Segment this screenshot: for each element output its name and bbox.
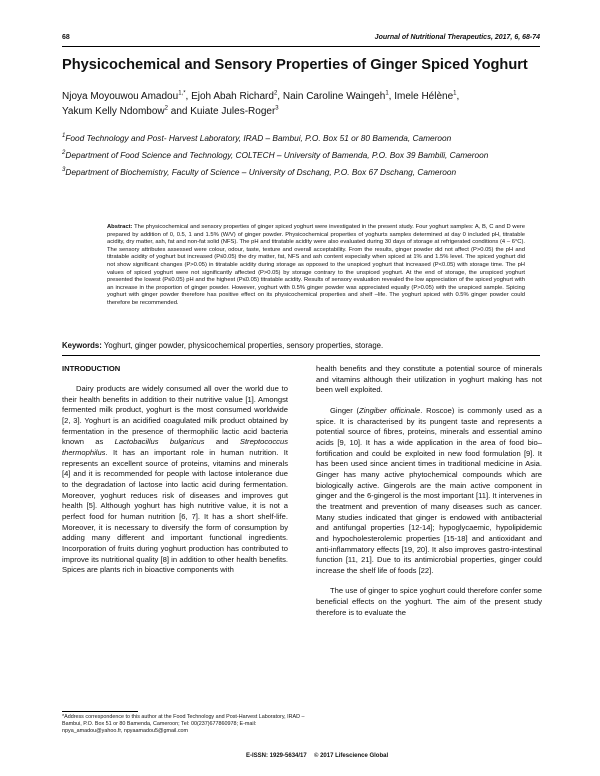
affiliation: $^1$Food Technology and Post- Harvest Laboratory, IRAD – Bambui, P.O. Box 51 or 80 Bamenda, Cameroon xyxy=(62,133,452,143)
author: Njoya Moyouwou Amadou$^{1,*}$, xyxy=(62,90,192,102)
left-column xyxy=(62,364,288,586)
affiliation: $^2$Department of Food Science and Technology, COLTECH – University of Bamenda, P.O. Box 39 Bambili, Cameroon xyxy=(62,150,489,161)
author-list xyxy=(62,89,540,119)
page-number: 68 xyxy=(62,34,70,41)
keywords-rule xyxy=(62,355,540,356)
affiliations xyxy=(62,133,540,185)
paragraph: Ginger (Zingiber officinale. Roscoe) is commonly used as a spice. It is characterised by its pungent taste and represents a potential source of fibres, proteins, minerals and essential amino acids [9, 10]. It has a wide application in the area of food bio–fortification and could be exploited in new food formulation [9]. It has been used since ancient times in traditional medicine in Asia. Ginger has many active phytochemical compounds which are biologically active. Gingerols are the main active component in ginger and the 6-gingerol is the most important [11]. It intervenes in the treatment and prevention of many diseases such as cancer. Many studies indicated that ginger is endowed with antibacterial and antifungal properties [12-14]; hypoglycaemic, hypolipidemic and hypocholesterolemic properties [15-18] and antioxidant and anti-inflammatory effects [19, 20]. It also improves gastro-intestinal function [11, 21]. Due to its antimicrobial properties, ginger could increase the shelf life of foods [22]. xyxy=(316,405,543,575)
section-heading: INTRODUCTION xyxy=(62,364,121,373)
paper-title: Physicochemical and Sensory Properties of Ginger Spiced Yoghurt xyxy=(62,57,528,73)
abstract-text: The physicochemical and sensory properties of ginger spiced yoghurt were investigated in the present study. Four yoghurt samples: A, B, C and D were prepared by addition of 0, 0.5, 1 and 1.5% (W/V) of ginger powder. Physicochemical properties of yoghurts samples determined at day 0 included pH, titratable acidity, dry matter, ash, fat and non-fat solid (NFS). The pH and titratable acidity were also evaluated during 30 days of storage at refrigerated conditions (4 – 6°C). The sensory attributes assessed were colour, odour, taste, texture and overall acceptability. From the results, ginger powder did not affect (P>0.05) the pH and titratable acidity of yoghurt but increased (P≤0.05) the dry matter, fat, NFS and ash content especially when spiced at 1% and 1.5% level. The spiced yoghurt did not show significant changes (P>0.05) in titratable acidity during storage as opposed to the unspiced yoghurt that increased (P<0.05) with storage time. The pH values of spiced yoghurt were not significantly affected (P>0.05) by storage contrary to the unspiced yoghurt. At the end of storage, the unspiced yoghurt presented the lowest (P≤0.05) pH and the highest (P≤0.05) titratable acidity. Results of sensory evaluation revealed the low appreciation of the spiced yoghurt with an increase in the proportion of ginger powder. However, yoghurt with 0.5% ginger powder was appreciated equally (P>0.05) with the unspiced sample. Spicing yoghurt with ginger powder therefore has positive effect on its physicochemical properties and shelf –life. The yoghurt spiced with 0.5% ginger powder could therefore be recommended. xyxy=(107,224,525,306)
footnote-rule xyxy=(62,711,138,712)
keywords xyxy=(62,341,540,351)
keywords-text: Yoghurt, ginger powder, physicochemical properties, sensory properties, storage. xyxy=(103,341,384,350)
keywords-label: Keywords: xyxy=(62,341,102,350)
copyright: © 2017 Lifescience Global xyxy=(314,753,389,759)
abstract xyxy=(107,224,525,308)
header-rule xyxy=(62,46,540,47)
author: Yakum Kelly Ndombow$^2$ and xyxy=(62,105,191,117)
right-column xyxy=(316,364,542,628)
author: Kuiate Jules-Roger$^3$ xyxy=(190,105,279,117)
paragraph: The use of ginger to spice yoghurt could therefore confer some beneficial effects on the yoghurt. The aim of the present study therefore is to evaluate the xyxy=(316,586,542,617)
paragraph: Dairy products are widely consumed all over the world due to their health benefits in addition to their nutritive value [1]. Amongst fermented milk product, yoghurt is the most consumed worldwide [2, 3]. Yoghurt is an acidified coagulated milk product obtained by fermentation in the presence of thermophilic lactic acid bacteria known as Lactobacillus bulgaricus and Streptococcus thermophilus. It has an important role in human nutrition. It represents an excellent source of proteins, vitamins and minerals [4] and it is recommended for people with lactose intolerance due to the degradation of lactose into lactic acid during fermentation. Moreover, yoghurt reduces risk of diseases and improves gut health [5]. Although yoghurt has high nutritive value, it is not a perfect food for human nutrition [6, 7]. It has a short shelf-life. Moreover, it is necessary to diversify the form of consumption by adding many different and important functional ingredients. Incorporation of fruits during yoghurt production has contributed to improve its nutritional quality [8] in addition to other health benefits. Spices are plants rich in bioactive components with xyxy=(62,384,288,575)
affiliation: $^3$Department of Biochemistry, Faculty of Science – University of Dschang, P.O. Box 67 Dschang, Cameroon xyxy=(62,167,457,178)
abstract-label: Abstract: xyxy=(107,224,133,230)
running-header xyxy=(62,34,540,46)
issn: E-ISSN: 1929-5634/17 xyxy=(246,753,307,759)
author: Nain Caroline Waingeh$^1$, xyxy=(282,90,395,102)
correspondence-footnote: *Address correspondence to this author at the Food Technology and Post-Harvest Laboratory, IRAD – Bambui, P.O. Box 51 or 80 Bamenda, Cameroon; Tel: 00(237)677860978; E-mail: npya_amadou@yahoo.fr, npyaamadou5@gmail.com xyxy=(62,714,305,734)
author: Ejoh Abah Richard$^2$, xyxy=(191,90,283,102)
author: Imele Hélène$^1$, xyxy=(394,90,460,102)
paragraph: health benefits and they constitute a potential source of minerals and vitamins although their utilization in yoghurt making has not been well exploited. xyxy=(316,364,542,395)
journal-citation: Journal of Nutritional Therapeutics, 2017, 6, 68-74 xyxy=(374,34,540,41)
